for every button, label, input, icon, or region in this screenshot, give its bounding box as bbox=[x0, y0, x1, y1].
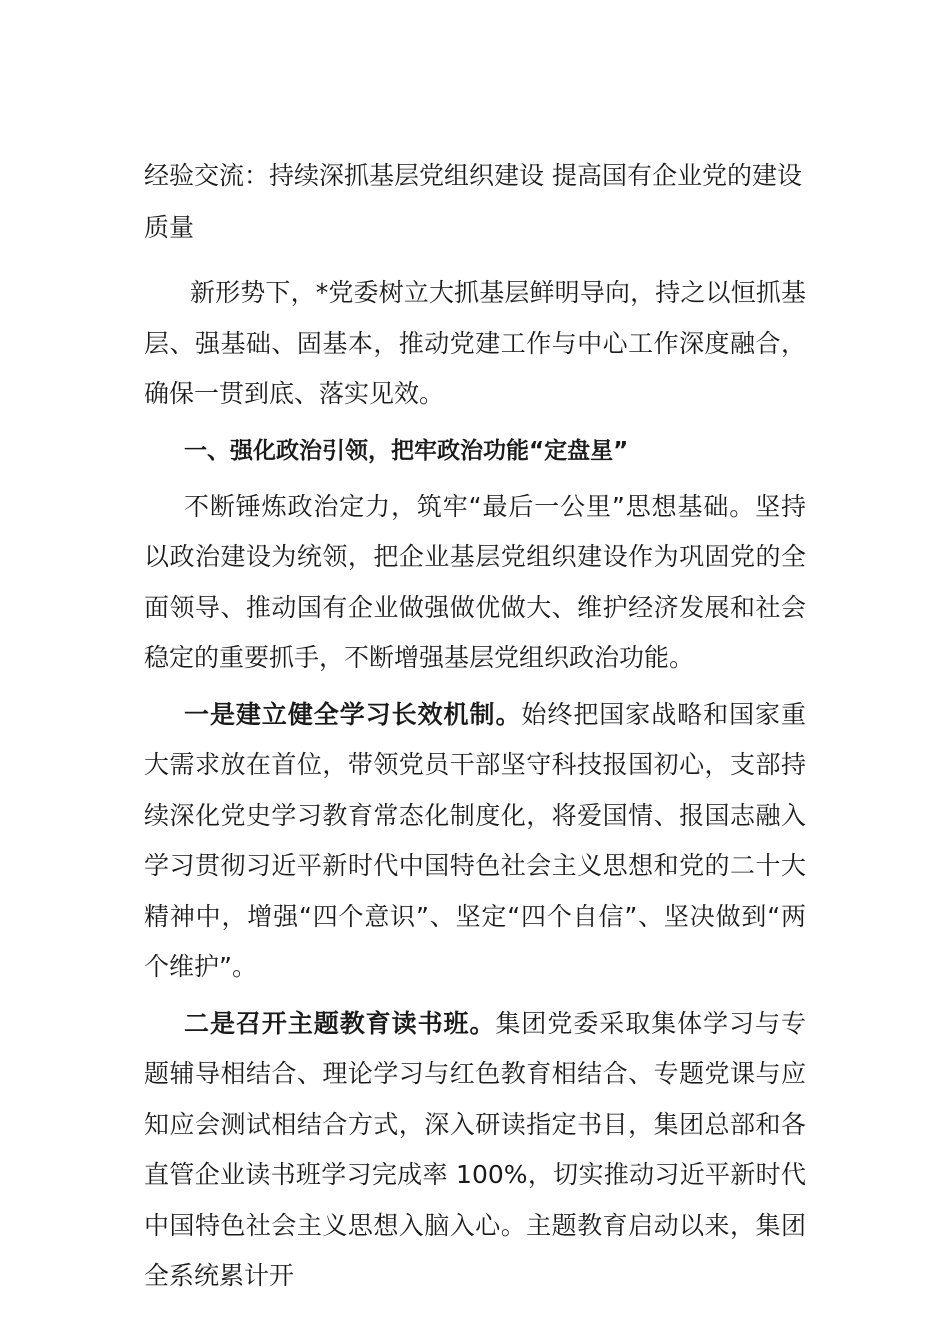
item-paragraph-1 bbox=[144, 690, 806, 993]
item-lead-2: 二是召开主题教育读书班。 bbox=[184, 1008, 496, 1038]
section-paragraph: 不断锤炼政治定力，筑牢“最后一公里”思想基础。坚持以政治建设为统领，把企业基层党组织建设作为巩固党的全面领导、推动国有企业做强做优做大、维护经济发展和社会稳定的重要抓手，不断增强基层党组织政治功能。 bbox=[144, 491, 806, 672]
document-page bbox=[144, 150, 806, 1308]
document-title: 经验交流：持续深抓基层党组织建设 提高国有企业党的建设质量 bbox=[144, 161, 802, 242]
section-heading: 一、强化政治引领，把牢政治功能“定盘星” bbox=[184, 437, 629, 464]
item-paragraph-2 bbox=[144, 999, 806, 1302]
item-body-2: 集团党委采取集体学习与专题辅导相结合、理论学习与红色教育相结合、专题党课与应知应会测试相结合方式，深入研读指定书目，集团总部和各直管企业读书班学习完成率 100%，切实推动习近平新时代中国特色社会主义思想入脑入心。主题教育启动以来，集团全系统累计开 bbox=[144, 1008, 806, 1290]
item-lead-1: 一是建立健全学习长效机制。 bbox=[184, 699, 522, 729]
intro-paragraph: 新形势下，*党委树立大抓基层鲜明导向，持之以恒抓基层、强基础、固基本，推动党建工作与中心工作深度融合，确保一贯到底、落实见效。 bbox=[144, 278, 806, 408]
item-body-1: 始终把国家战略和国家重大需求放在首位，带领党员干部坚守科技报国初心，支部持续深化党史学习教育常态化制度化，将爱国情、报国志融入学习贯彻习近平新时代中国特色社会主义思想和党的二十大精神中，增强“四个意识”、坚定“四个自信”、坚决做到“两个维护”。 bbox=[144, 699, 806, 981]
